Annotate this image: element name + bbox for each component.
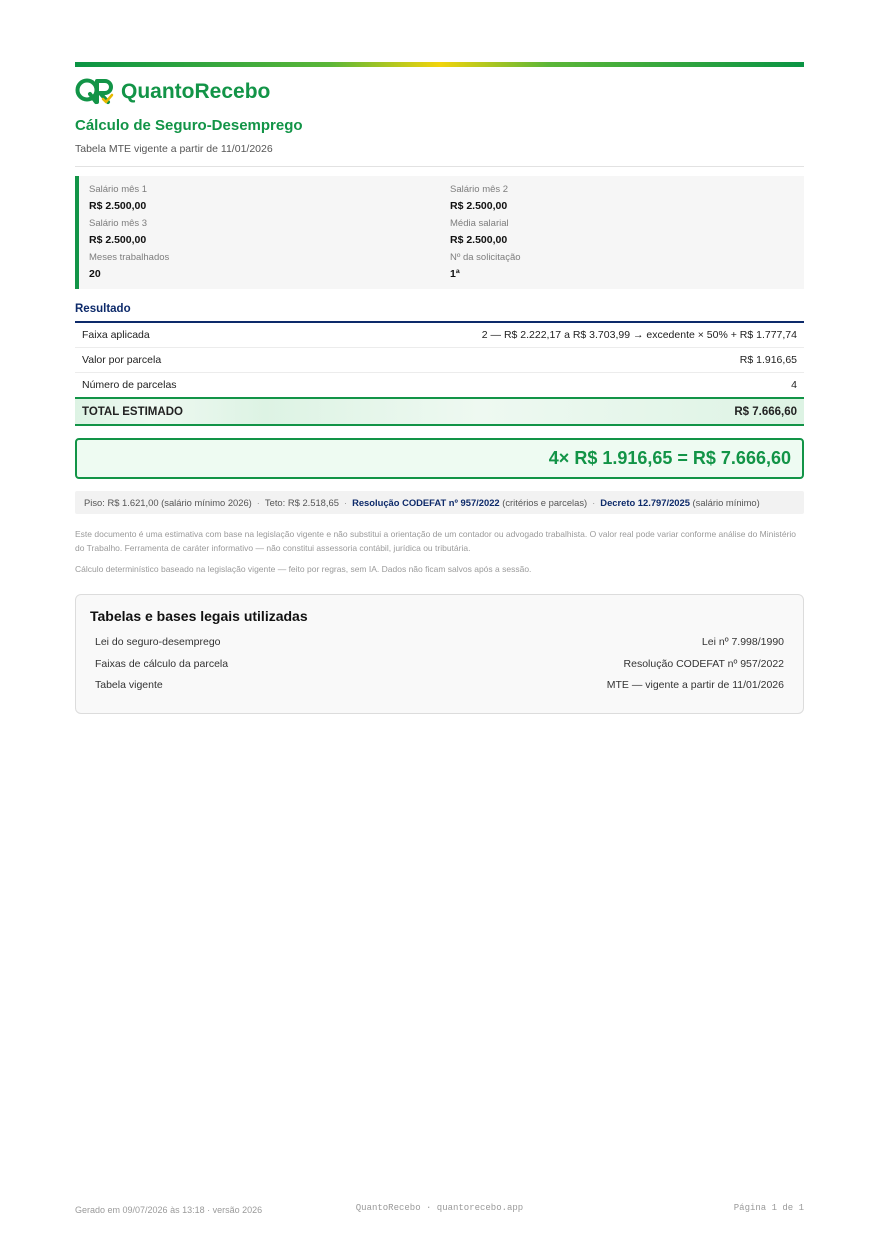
list-item — [90, 675, 789, 697]
input-value: 20 — [89, 268, 101, 280]
document-page — [75, 62, 804, 714]
result-highlight-box — [75, 438, 804, 479]
input-field — [450, 217, 794, 247]
input-value: R$ 2.500,00 — [450, 200, 508, 212]
separator: · — [256, 497, 260, 508]
input-label: Média salarial — [450, 218, 509, 229]
legal-label: Tabela vigente — [95, 679, 163, 691]
row-label: Número de parcelas — [75, 373, 264, 399]
separator: · — [592, 497, 596, 508]
legal-value: MTE — vigente a partir de 11/01/2026 — [606, 679, 784, 691]
brand-name: QuantoRecebo — [121, 80, 271, 103]
input-field — [450, 251, 794, 281]
input-label: Meses trabalhados — [89, 252, 170, 263]
input-field — [89, 217, 450, 247]
input-field — [450, 183, 794, 213]
input-label: Salário mês 2 — [450, 184, 509, 195]
page-footer — [75, 1203, 804, 1217]
decreto-note: (salário mínimo) — [689, 497, 760, 508]
list-item — [90, 632, 789, 654]
input-value: R$ 2.500,00 — [450, 234, 508, 246]
input-field — [89, 251, 450, 281]
input-value: 1ª — [450, 268, 460, 280]
legal-label: Lei do seguro-desemprego — [95, 636, 221, 648]
result-table — [75, 323, 804, 426]
quantorecebo-logo-icon — [75, 77, 115, 107]
legal-label: Faixas de cálculo da parcela — [95, 657, 229, 670]
input-label: Nº da solicitação — [450, 252, 521, 263]
resolucao-link[interactable]: Resolução CODEFAT nº 957/2022 — [352, 497, 500, 508]
table-row — [75, 323, 804, 348]
result-summary: 4× R$ 1.916,65 = R$ 7.666,60 — [548, 448, 791, 468]
input-value: R$ 2.500,00 — [89, 200, 147, 212]
total-value: R$ 7.666,60 — [264, 398, 804, 425]
table-row — [75, 348, 804, 373]
input-label: Salário mês 1 — [89, 184, 148, 195]
brand-gradient-bar — [75, 62, 804, 67]
calculation-note: Cálculo determinístico baseado na legislação vigente — feito por regras, sem IA. Dados não ficam salvos após a sessão. — [75, 564, 532, 574]
row-label: Faixa aplicada — [75, 323, 264, 348]
piso-note: Piso: R$ 1.621,00 (salário mínimo 2026) — [84, 497, 252, 508]
row-label: Valor por parcela — [75, 348, 264, 373]
list-item — [90, 654, 789, 676]
input-summary — [75, 176, 804, 289]
divider — [75, 166, 804, 167]
brand-header — [75, 77, 804, 107]
input-field — [89, 183, 450, 213]
legal-bases-title: Tabelas e bases legais utilizadas — [90, 608, 308, 624]
document-title: Cálculo de Seguro-Desemprego — [75, 117, 303, 134]
legal-bases-box — [75, 594, 804, 714]
legal-value: Lei nº 7.998/1990 — [701, 636, 784, 648]
footer-page-number: Página 1 de 1 — [733, 1203, 804, 1213]
total-label: TOTAL ESTIMADO — [75, 398, 264, 425]
row-value: 2 — R$ 2.222,17 a R$ 3.703,99 → excedente × 50% + R$ 1.777,74 — [264, 323, 804, 348]
row-value: 4 — [264, 373, 804, 399]
footer-site: QuantoRecebo · quantorecebo.app — [355, 1203, 524, 1213]
result-section-title: Resultado — [75, 303, 804, 323]
input-value: R$ 2.500,00 — [89, 234, 147, 246]
decreto-link[interactable]: Decreto 12.797/2025 — [600, 497, 690, 508]
legal-bases-list — [90, 632, 789, 697]
total-row — [75, 398, 804, 425]
teto-note: Teto: R$ 2.518,65 — [264, 497, 339, 508]
separator: · — [343, 497, 348, 508]
table-row — [75, 373, 804, 399]
input-label: Salário mês 3 — [89, 218, 148, 229]
row-value: R$ 1.916,65 — [264, 348, 804, 373]
footer-generated: Gerado em 09/07/2026 às 13:18 · versão 2026 — [75, 1205, 263, 1215]
disclaimer-text: Este documento é uma estimativa com base na legislação vigente e não substitui a orientação de um contador ou advogado trabalhista. O valor real pode variar conforme análise do Ministério do Trabalho. Ferramenta de caráter informativo — não constitui assessoria contábil, jurídica ou tributária. — [75, 529, 797, 553]
legal-reference-bar — [75, 491, 804, 514]
legal-value: Resolução CODEFAT nº 957/2022 — [623, 657, 784, 670]
document-subtitle: Tabela MTE vigente a partir de 11/01/2026 — [75, 143, 273, 155]
resolucao-note: (critérios e parcelas) — [499, 497, 588, 508]
